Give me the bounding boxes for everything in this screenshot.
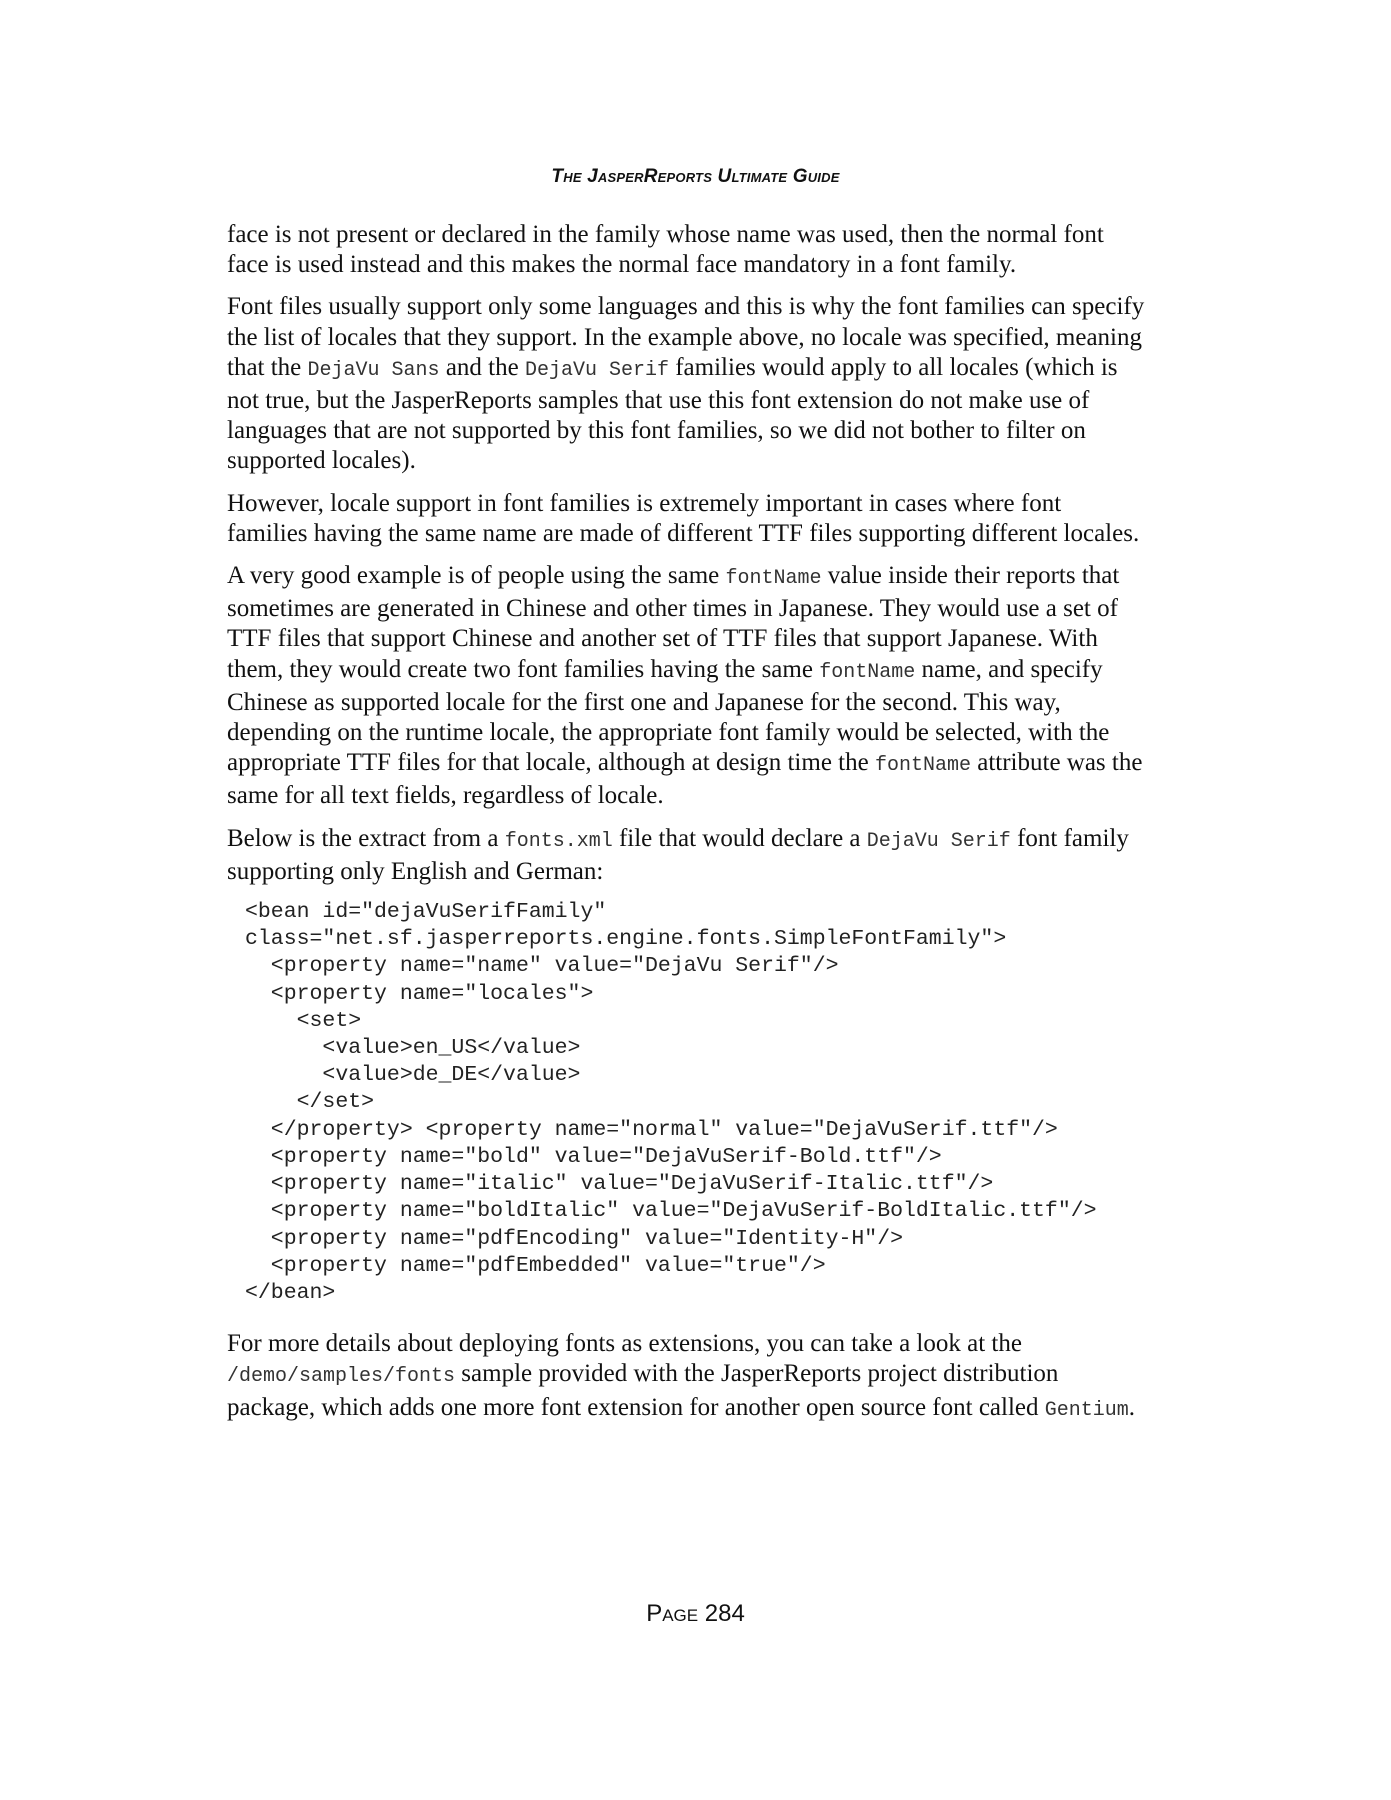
body-text [227, 220, 1147, 1438]
paragraph-6-text-c: . [1128, 1393, 1136, 1421]
inline-code-dejavu-sans: DejaVu Sans [307, 358, 440, 382]
paragraph-3: However, locale support in font families is extremely important in cases where font families having the same name are made of different TTF files supporting different locales. [227, 489, 1140, 547]
inline-code-fontname-2: fontName [819, 660, 916, 684]
inline-code-gentium: Gentium [1044, 1398, 1129, 1422]
paragraph-6-text-b: sample provided with the JasperReports project distribution package, which adds one more font extension for another open source font called [227, 1360, 1059, 1421]
paragraph-2 [227, 292, 1147, 476]
paragraph-4-text-b: value inside their reports that sometimes are generated in Chinese and other times in Japanese. They would use a set of TTF files that support Chinese and another set of TTF files that support Japanese. With them, they would create two font families having the same [227, 562, 1120, 683]
paragraph-5 [227, 824, 1147, 887]
paragraph-4 [227, 561, 1147, 812]
paragraph-2-text-c: families would apply to all locales (which is not true, but the JasperReports samples that use this font extension do not make use of languages that are not supported by this font families, so we did not bother to filter on supported locales). [227, 353, 1118, 475]
paragraph-2-text-b: and the [439, 353, 525, 381]
paragraph-4-text-a: A very good example is of people using the same [227, 562, 726, 590]
paragraph-5-text-a: Below is the extract from a [227, 824, 505, 852]
running-header: The JasperReports Ultimate Guide [551, 166, 840, 187]
inline-code-dejavu-serif: DejaVu Serif [524, 358, 669, 382]
inline-code-demo-path: /demo/samples/fonts [227, 1365, 456, 1389]
inline-code-fontname-3: fontName [874, 754, 971, 778]
paragraph-5-text-c: font family supporting only English and German: [227, 824, 1129, 885]
inline-code-fontname-1: fontName [725, 567, 822, 591]
paragraph-4-text-d: attribute was the same for all text fields, regardless of locale. [227, 749, 1143, 810]
paragraph-6 [227, 1329, 1147, 1426]
paragraph-6-text-a: For more details about deploying fonts as extensions, you can take a look at the [227, 1330, 1022, 1358]
xml-code-block: <bean id="dejaVuSerifFamily" class="net.sf.jasperreports.engine.fonts.SimpleFontFamily"> <property name="name" value="DejaVu Serif"/> <property name="locales"> <set> <value>en_US</value> <value>de_DE</value> </set> </property> <property name="normal" value="DejaVuSerif.ttf"/> <property name="bold" value="DejaVuSerif-Bold.ttf"/> <property name="italic" value="DejaVuSerif-Italic.ttf"/> <property name="boldItalic" value="DejaVuSerif-BoldItalic.ttf"/> <property name="pdfEncoding" value="Identity-H"/> <property name="pdfEmbedded" value="true"/> </bean> [245, 900, 1097, 1305]
page-number: Page 284 [646, 1600, 745, 1627]
inline-code-fonts-xml: fonts.xml [504, 829, 613, 853]
inline-code-dejavu-serif-2: DejaVu Serif [866, 829, 1011, 853]
paragraph-2-text-a: Font files usually support only some languages and this is why the font families can specify the list of locales that they support. In the example above, no locale was specified, meaning that the [227, 293, 1145, 381]
paragraph-5-text-b: file that would declare a [612, 824, 867, 852]
paragraph-1: face is not present or declared in the family whose name was used, then the normal font face is used instead and this makes the normal face mandatory in a font family. [227, 221, 1104, 279]
paragraph-4-text-c: name, and specify Chinese as supported locale for the first one and Japanese for the second. This way, depending on the runtime locale, the appropriate font family would be selected, with the appropriate TTF files for that locale, although at design time the [227, 655, 1110, 777]
